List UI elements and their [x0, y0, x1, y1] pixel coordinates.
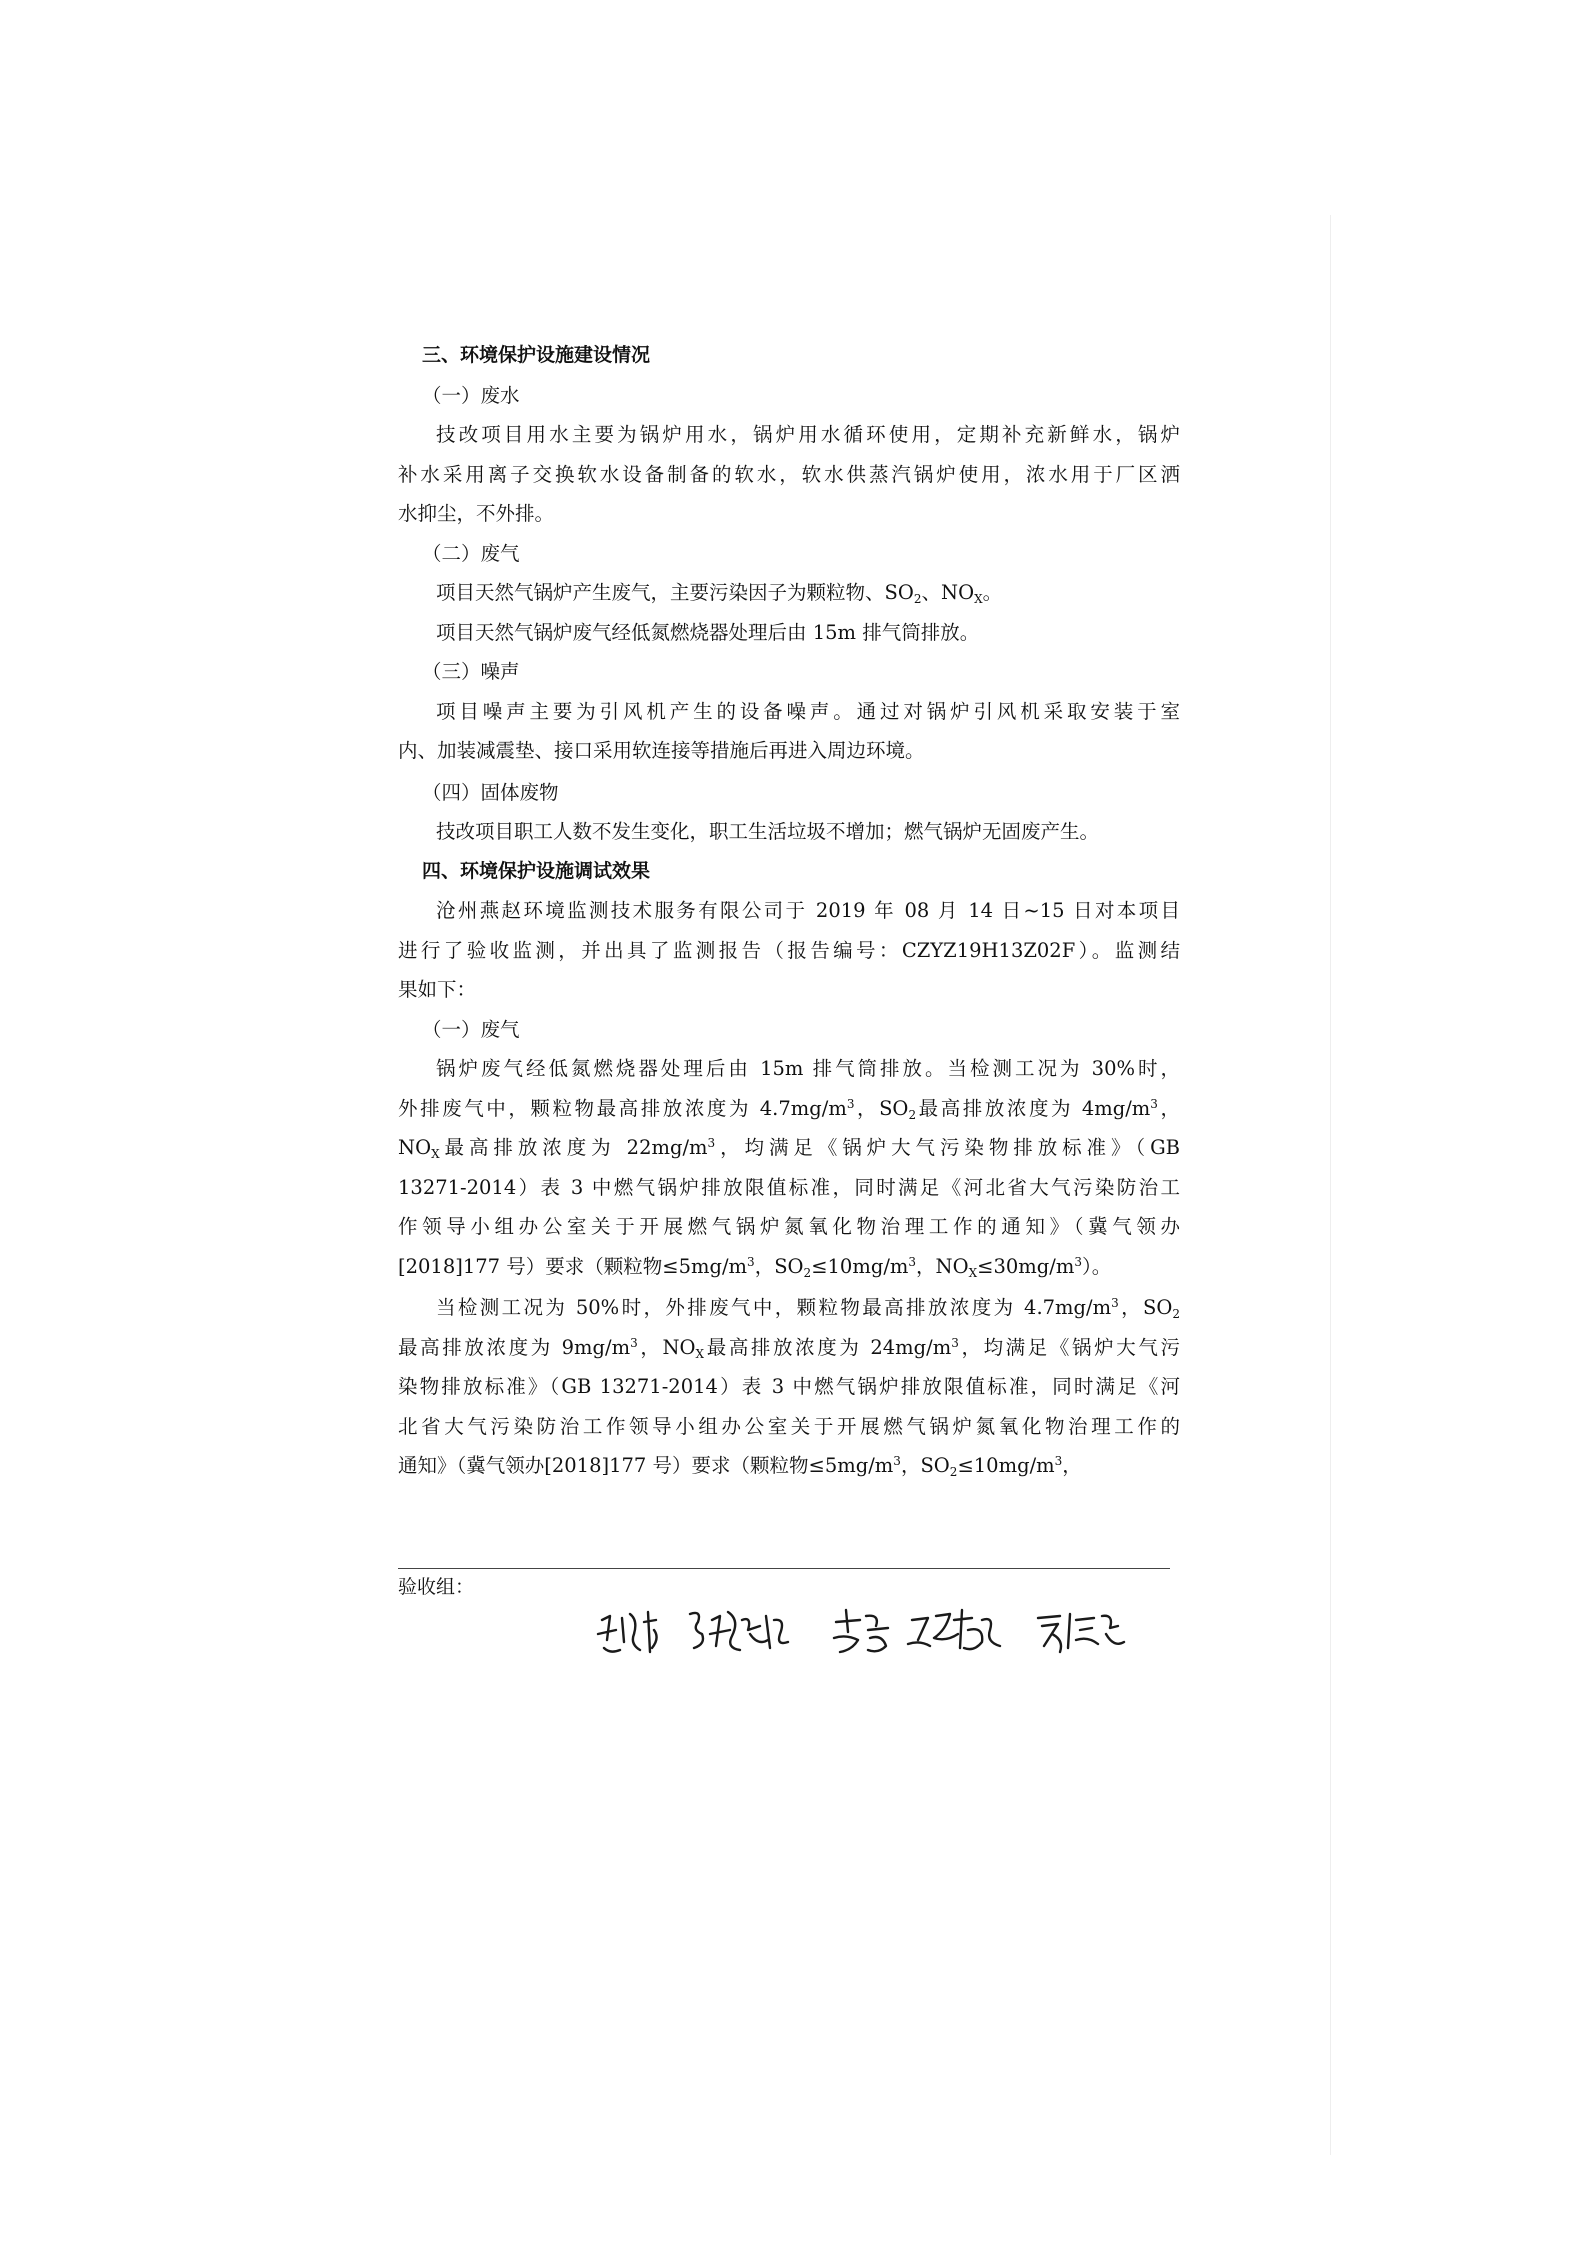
result-text: NO	[398, 1136, 432, 1159]
chem-superscript: 3	[846, 1096, 855, 1111]
chem-superscript: 3	[630, 1335, 638, 1350]
chem-superscript: 3	[893, 1454, 901, 1468]
result-text: ，SO	[900, 1454, 950, 1477]
document-body	[398, 336, 1180, 1486]
result-30-line-1: 锅炉废气经低氮燃烧器处理后由 15m 排气筒排放。当检测工况为 30%时，	[436, 1057, 1180, 1080]
result-30-line-2	[398, 1089, 1180, 1129]
result-text: 最高排放浓度为 9mg/m	[398, 1335, 631, 1359]
result-text: 当检测工况为 50%时，外排废气中，颗粒物最高排放浓度为 4.7mg/m	[436, 1296, 1112, 1319]
result-text: ，SO	[1118, 1296, 1173, 1319]
signatures-drawing	[590, 1590, 1250, 1680]
result-text: ，均满足《锅炉大气污	[958, 1335, 1181, 1359]
result-text: ，NO	[637, 1335, 696, 1359]
result-text: [2018]177 号）要求（颗粒物≤5mg/m	[398, 1254, 748, 1278]
result-30-line-4: 13271-2014）表 3 中燃气锅炉排放限值标准，同时满足《河北省大气污染防治工	[398, 1175, 1180, 1199]
result-50-line-4: 北省大气污染防治工作领导小组办公室关于开展燃气锅炉氮氧化物治理工作的	[398, 1414, 1180, 1438]
result-text: ≤10mg/m	[811, 1254, 909, 1278]
noise-line-1: 项目噪声主要为引风机产生的设备噪声。通过对锅炉引风机采取安装于室	[436, 699, 1180, 723]
chem-subscript: X	[974, 592, 983, 606]
section-3-2-heading: （二）废气	[422, 541, 520, 565]
signature-4	[908, 1610, 1000, 1649]
section-4-1-heading: （一）废气	[422, 1017, 520, 1041]
result-30-line-3	[398, 1128, 1180, 1168]
chem-subscript: 2	[913, 592, 922, 606]
section-3-heading: 三、环境保护设施建设情况	[422, 344, 651, 366]
section-3-1-heading: （一）废水	[422, 383, 520, 407]
result-text: ，NO	[916, 1254, 969, 1278]
result-text: 最高排放浓度为 22mg/m	[439, 1136, 708, 1159]
noise-line-2: 内、加装减震垫、接口采用软连接等措施后再进入周边环境。	[398, 739, 925, 762]
wastewater-line-2: 补水采用离子交换软水设备制备的软水，软水供蒸汽锅炉使用，浓水用于厂区洒	[398, 462, 1180, 486]
result-50-line-2	[398, 1328, 1180, 1368]
chem-superscript: 3	[951, 1335, 959, 1350]
result-text: 最高排放浓度为 24mg/m	[704, 1335, 952, 1359]
result-30-line-6	[398, 1247, 1180, 1287]
result-text: ，均满足《锅炉大气污染物排放标准》（GB	[715, 1136, 1180, 1159]
section-3-4-heading: （四）固体废物	[422, 780, 559, 804]
result-text: ≤10mg/m	[957, 1454, 1055, 1477]
monitoring-intro-line-3: 果如下：	[398, 978, 477, 1001]
chem-subscript: 2	[908, 1107, 917, 1122]
chem-subscript: X	[968, 1265, 978, 1280]
monitoring-intro-line-2: 进行了验收监测，并出具了监测报告（报告编号：CZYZ19H13Z02F）。监测结	[398, 938, 1180, 962]
acceptance-group-label: 验收组：	[398, 1576, 475, 1598]
result-50-line-1	[398, 1288, 1180, 1328]
chem-superscript: 3	[1150, 1096, 1158, 1111]
exhaust-pollutants-text: 、NO	[921, 581, 975, 604]
chem-subscript: 2	[949, 1465, 958, 1479]
solid-waste-line: 技改项目职工人数不发生变化，职工生活垃圾不增加；燃气锅炉无固废产生。	[436, 820, 1100, 843]
result-text: 通知》（冀气领办[2018]177 号）要求（颗粒物≤5mg/m	[398, 1454, 894, 1477]
chem-subscript: 2	[803, 1265, 812, 1280]
chem-subscript: 2	[1172, 1307, 1180, 1321]
result-text: 最高排放浓度为 4mg/m	[916, 1096, 1151, 1120]
chem-subscript: X	[695, 1346, 705, 1361]
signature-1	[598, 1612, 657, 1652]
result-text: ，SO	[854, 1096, 909, 1120]
result-text: ，SO	[754, 1254, 804, 1278]
result-text: ）。	[1081, 1254, 1112, 1278]
result-text: ≤30mg/m	[977, 1254, 1075, 1278]
result-text: ，	[1062, 1454, 1082, 1477]
result-text: ，	[1157, 1096, 1180, 1120]
result-text: 外排废气中，颗粒物最高排放浓度为 4.7mg/m	[398, 1096, 847, 1120]
chem-superscript: 3	[1074, 1254, 1082, 1269]
exhaust-treatment-line: 项目天然气锅炉废气经低氮燃烧器处理后由 15m 排气筒排放。	[436, 620, 980, 644]
exhaust-pollutants-line	[398, 573, 1180, 613]
section-4-heading: 四、环境保护设施调试效果	[422, 859, 651, 882]
signature-5	[1038, 1614, 1124, 1652]
signature-3	[834, 1610, 888, 1652]
scan-edge-line	[1330, 215, 1331, 2155]
result-50-line-5	[398, 1446, 1180, 1486]
monitoring-intro-line-1: 沧州燕赵环境监测技术服务有限公司于 2019 年 08 月 14 日~15 日对本项目	[436, 899, 1180, 922]
section-3-3-heading: （三）噪声	[422, 660, 520, 683]
signature-2	[690, 1612, 788, 1650]
chem-superscript: 3	[908, 1254, 917, 1269]
signature-divider	[398, 1568, 1170, 1569]
exhaust-pollutants-text: 。	[982, 581, 1003, 604]
chem-superscript: 3	[707, 1136, 716, 1150]
chem-subscript: X	[431, 1147, 440, 1161]
result-50-line-3: 染物排放标准》（GB 13271-2014）表 3 中燃气锅炉排放限值标准，同时满足《河	[398, 1375, 1180, 1398]
wastewater-line-3: 水抑尘，不外排。	[398, 502, 555, 525]
result-30-line-5: 作领导小组办公室关于开展燃气锅炉氮氧化物治理工作的通知》（冀气领办	[398, 1215, 1180, 1238]
chem-superscript: 3	[1054, 1454, 1063, 1468]
handwritten-signatures	[590, 1590, 1250, 1680]
chem-superscript: 3	[747, 1254, 755, 1269]
chem-superscript: 3	[1111, 1296, 1119, 1310]
exhaust-pollutants-text: 项目天然气锅炉产生废气，主要污染因子为颗粒物、SO	[436, 581, 914, 604]
wastewater-line-1: 技改项目用水主要为锅炉用水，锅炉用水循环使用，定期补充新鲜水，锅炉	[436, 423, 1180, 446]
